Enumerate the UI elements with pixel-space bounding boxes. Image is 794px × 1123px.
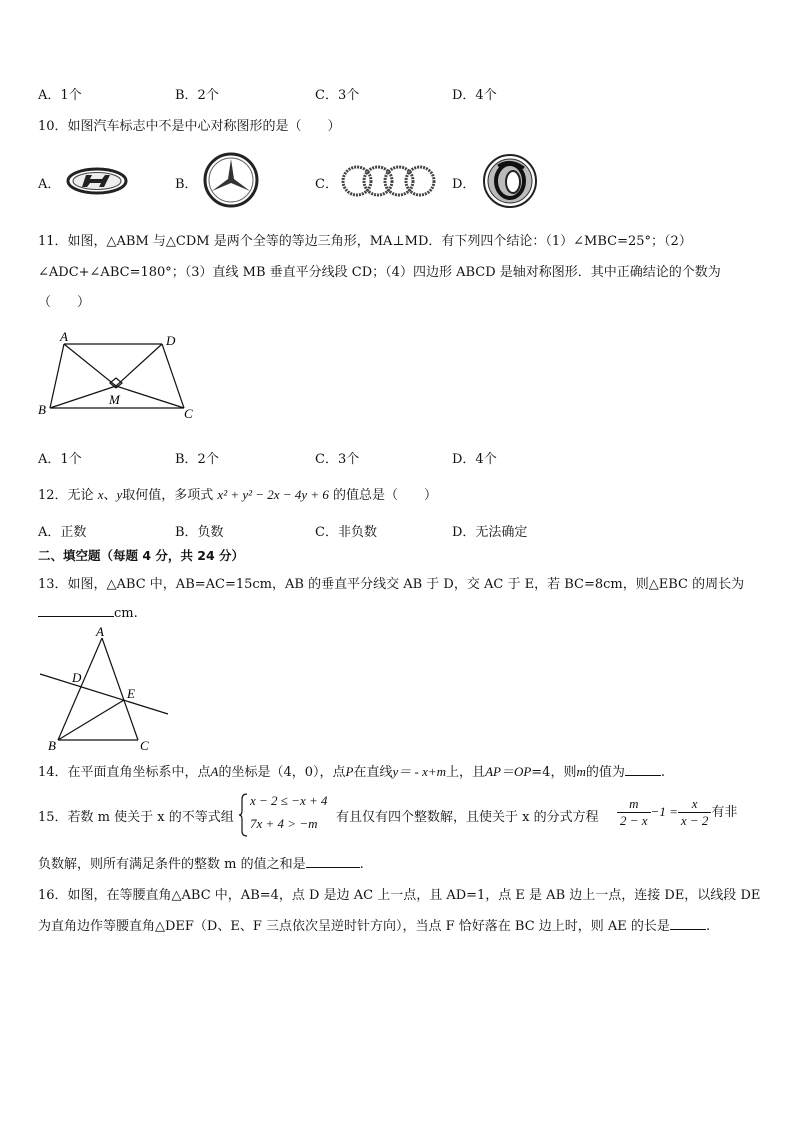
q9-option-d: D．4个	[452, 88, 497, 103]
q11-label-c: C	[184, 406, 193, 421]
q9-option-b: B．2个	[175, 88, 219, 103]
q16-line2-text: 为直角边作等腰直角△DEF（D、E、F 三点依次呈逆时针方向），当点 F 恰好落在 BC 边上时，则 AE 的长是	[38, 919, 670, 934]
q16-line2	[38, 915, 710, 934]
q12-text-mid: 取何值，多项式	[122, 488, 214, 503]
q16-answer-blank[interactable]	[670, 917, 706, 930]
q9-option-c: C．3个	[315, 88, 360, 103]
q16-end: .	[705, 919, 711, 934]
q13-label-c: C	[140, 738, 149, 753]
q12-var-x: x	[97, 487, 104, 502]
q13-line2	[38, 604, 138, 621]
q12-text-pre: 12．无论	[38, 488, 94, 503]
q14-end: .	[660, 765, 665, 780]
q15-end: .	[359, 857, 364, 872]
q10-label-c: C．	[315, 177, 338, 192]
q15-frac1-num: m	[617, 796, 651, 813]
q12-option-a: A．正数	[38, 525, 87, 540]
q11-option-c: C．3个	[315, 452, 360, 467]
brace-icon	[238, 793, 248, 837]
q14-text-2: 的坐标是（4，0），点	[218, 765, 346, 780]
q11-label-m: M	[109, 392, 120, 407]
q14-line-equation: y＝ - x+m	[392, 764, 447, 779]
q10-label-a: A．	[38, 177, 61, 192]
q12-var-y: y	[116, 487, 123, 502]
q15-frac2-num: x	[678, 796, 712, 813]
q15-fraction-equation	[617, 796, 737, 829]
q14-point-a: A	[210, 764, 219, 779]
q10-label-d: D．	[452, 177, 476, 192]
q11-label-b: B	[38, 402, 46, 417]
q14-point-p: P	[345, 764, 354, 779]
q15-text-3: 有非	[711, 805, 738, 820]
q10-stem: 10．如图汽车标志中不是中心对称图形的是（ ）	[38, 119, 341, 134]
q12-text-post: 的值总是（ ）	[333, 488, 438, 503]
q15-fraction-2	[678, 796, 712, 829]
q13-figure	[34, 624, 174, 754]
q13-label-d: D	[72, 670, 82, 685]
q15-inequality-1: x − 2 ≤ −x + 4	[250, 793, 328, 808]
q15-fraction-1	[617, 796, 651, 829]
q15-text-1: 15．若数 m 使关于 x 的不等式组	[38, 810, 234, 825]
q11-line2: ∠ADC+∠ABC=180°；（3）直线 MB 垂直平分线段 CD；（4）四边形 ABCD 是轴对称图形．其中正确结论的个数为	[38, 265, 721, 280]
q15-frac1-den: 2 − x	[620, 813, 648, 828]
q11-line3: （ ）	[38, 295, 91, 310]
q12-stem	[38, 484, 437, 503]
q11-line1: 11．如图，△ABM 与△CDM 是两个全等的等边三角形，MA⊥MD．有下列四个结论：（1）∠MBC=25°；（2）	[38, 234, 692, 249]
q16-line1: 16．如图，在等腰直角△ABC 中，AB=4，点 D 是边 AC 上一点，且 AD=1，点 E 是 AB 边上一点，连接 DE，以线段 DE	[38, 888, 761, 903]
q12-option-b: B．负数	[175, 525, 224, 540]
q14-var-m: m	[576, 764, 586, 779]
section-heading: 二、填空题（每题 4 分，共 24 分）	[38, 548, 245, 563]
q15-inequality-2: 7x + 4 > −m	[250, 816, 318, 831]
q11-label-d: D	[166, 333, 176, 348]
q15-minus-one: −1 =	[650, 804, 678, 819]
q15-text-2: 有且仅有四个整数解，且使关于 x 的分式方程	[336, 810, 599, 825]
audi-logo-image	[340, 164, 436, 198]
q14-text-6: 的值为	[585, 765, 625, 780]
q12-option-c: C．非负数	[315, 525, 377, 540]
q13-line1: 13．如图，△ABC 中，AB=AC=15cm，AB 的垂直平分线交 AB 于 D，交 AC 于 E，若 BC=8cm，则△EBC 的周长为	[38, 577, 745, 592]
q14-answer-blank[interactable]	[625, 763, 661, 776]
q13-answer-blank[interactable]	[38, 604, 114, 617]
mercedes-logo-image	[203, 152, 259, 208]
q10-label-b: B．	[175, 177, 198, 192]
q11-option-a: A．1个	[38, 452, 82, 467]
q13-label-b: B	[48, 738, 56, 753]
q14-stem	[38, 761, 665, 780]
q15-line2-text: 负数解，则所有满足条件的整数 m 的值之和是	[38, 857, 306, 872]
q14-text-4: 上，且	[446, 765, 486, 780]
q12-option-d: D．无法确定	[452, 525, 528, 540]
q11-option-d: D．4个	[452, 452, 497, 467]
q14-text-5: =4，则	[531, 765, 577, 780]
q14-condition: AP＝OP	[485, 764, 532, 779]
q12-sep: 、	[103, 488, 117, 503]
q11-option-b: B．2个	[175, 452, 219, 467]
dongfeng-logo-image	[480, 152, 540, 210]
q15-answer-blank[interactable]	[306, 855, 360, 868]
q9-option-a: A．1个	[38, 88, 82, 103]
q15-line2	[38, 853, 364, 872]
q14-text-1: 14．在平面直角坐标系中，点	[38, 765, 211, 780]
q12-expression: x² + y² − 2x − 4y + 6	[217, 487, 329, 502]
hyundai-logo-image	[66, 166, 128, 196]
q13-unit: cm.	[114, 606, 138, 621]
q15-frac2-den: x − 2	[680, 813, 709, 828]
q13-label-e: E	[127, 686, 135, 701]
q14-text-3: 在直线	[353, 765, 393, 780]
q11-label-a: A	[60, 329, 68, 344]
q13-label-a: A	[96, 624, 104, 639]
q11-figure	[34, 328, 204, 424]
